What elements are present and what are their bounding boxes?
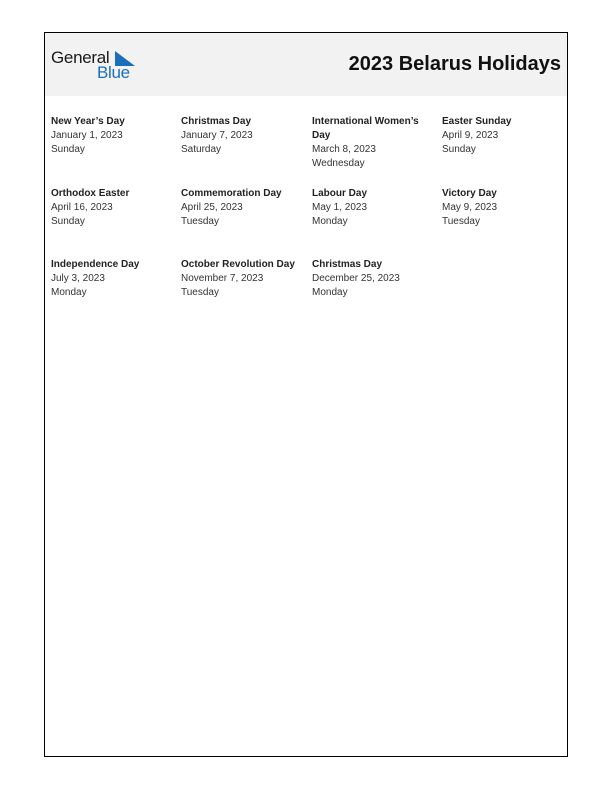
holiday-date: May 9, 2023 [442,202,498,213]
holiday-name: Commemoration Day [181,188,282,199]
holiday-date: January 1, 2023 [51,130,123,141]
holiday-item [51,187,175,229]
holiday-name: New Year’s Day [51,116,125,127]
holiday-name: Christmas Day [312,259,383,270]
holiday-weekday: Tuesday [181,287,219,298]
holiday-sheet [44,32,568,757]
holiday-name: Independence Day [51,259,140,270]
holiday-item [312,115,436,171]
holiday-item [312,258,436,300]
holiday-name: Easter Sunday [442,116,512,127]
holiday-name: Orthodox Easter [51,188,130,199]
holiday-weekday: Sunday [51,144,85,155]
holiday-name: October Revolution Day [181,259,295,270]
logo-blue-text: Blue [97,63,130,82]
holiday-item [442,115,566,157]
holiday-weekday: Tuesday [181,216,219,227]
holiday-weekday: Monday [312,287,348,298]
holiday-name: International Women’s Day [312,116,419,141]
holiday-item [181,115,305,157]
holiday-date: March 8, 2023 [312,144,376,155]
holiday-name: Labour Day [312,188,368,199]
holiday-name: Christmas Day [181,116,252,127]
holiday-item [181,187,305,229]
holiday-weekday: Monday [312,216,348,227]
holiday-name: Victory Day [442,188,497,199]
holiday-weekday: Wednesday [312,158,365,169]
generalblue-logo[interactable] [51,48,141,84]
holiday-date: April 9, 2023 [442,130,499,141]
holiday-date: May 1, 2023 [312,202,368,213]
holiday-weekday: Sunday [442,144,476,155]
holiday-weekday: Saturday [181,144,222,155]
header-bar [45,33,567,96]
holiday-item [181,258,305,300]
holiday-date: July 3, 2023 [51,273,105,284]
holiday-item [312,187,436,229]
holiday-item [51,115,175,157]
logo-general-text: General [51,48,110,67]
page-title: 2023 Belarus Holidays [348,53,561,75]
holiday-date: January 7, 2023 [181,130,253,141]
holiday-weekday: Sunday [51,216,85,227]
holiday-date: April 25, 2023 [181,202,243,213]
holiday-weekday: Monday [51,287,87,298]
holiday-date: April 16, 2023 [51,202,113,213]
holiday-date: November 7, 2023 [181,273,264,284]
holiday-weekday: Tuesday [442,216,480,227]
holiday-item [442,187,566,229]
holiday-item [51,258,175,300]
holiday-date: December 25, 2023 [312,273,400,284]
